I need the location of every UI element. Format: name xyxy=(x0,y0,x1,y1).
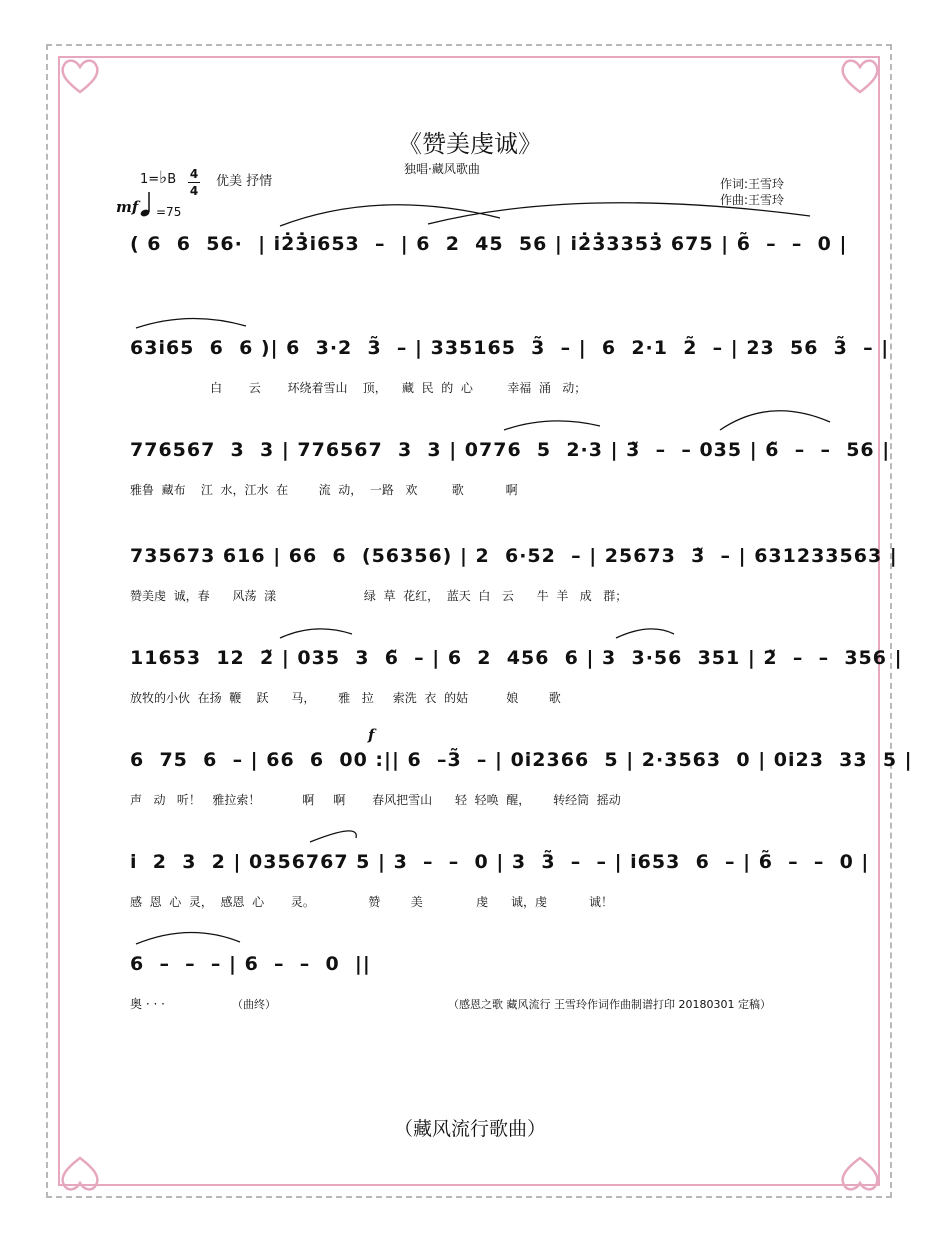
key-note: B xyxy=(167,172,177,187)
slur-marks xyxy=(130,814,830,848)
lyric-line: 声 动 听！ 雅拉索！ 啊 啊 春风把雪山 轻 轻唤 醒， 转经筒 摇动 xyxy=(130,793,621,807)
tempo-marking: =75 xyxy=(156,205,182,219)
flat-symbol: ♭ xyxy=(159,168,168,188)
heart-icon xyxy=(56,52,104,100)
score-line xyxy=(130,640,903,705)
score-line xyxy=(130,538,898,603)
footnote: （感恩之歌 藏风流行 王雪玲作词作曲制谱打印 20180301 定稿） xyxy=(448,998,771,1011)
heart-icon xyxy=(836,52,884,100)
lyricist-credit: 作词:王雪玲 xyxy=(720,177,785,191)
notation-line: 735673 616 | 66 6 (56356) | 2 6·52 – | 25673 3̃ – | 631233563 | xyxy=(130,545,898,567)
heart-icon xyxy=(56,1150,104,1198)
lyric-line: 感 恩 心 灵， 感恩 心 灵。 赞 美 虔 诚，虔 诚！ xyxy=(130,895,614,909)
composer-credit: 作曲:王雪玲 xyxy=(720,193,785,207)
notation-line: 11653 12 2̃ | 035 3 6̃ – | 6 2 456 6 | 3 3·56 351 | 2̃ – – 356 | xyxy=(130,647,903,669)
notation-line: ( 6 6 56· | i2̇3̇i653 – | 6 2 45 56 | i2̇3̇3353̇ 675 | 6̃ – – 0 | xyxy=(130,233,848,255)
notation-line: i 2 3 2 | 0356767 5 | 3 – – 0 | 3 3̃ – – | i653 6 – | 6̃ – – 0 | xyxy=(130,851,870,873)
song-title: 《赞美虔诚》 xyxy=(398,130,542,158)
score-line xyxy=(130,432,891,497)
key-prefix: 1= xyxy=(140,172,160,187)
performer-label: 独唱·藏风歌曲 xyxy=(404,162,480,176)
lyric-line: 白 云 环绕着雪山 顶， 藏 民 的 心 幸福 涌 动； xyxy=(130,381,587,395)
slur-marks xyxy=(130,300,830,334)
lyric-line: 赞美虔 诚，春 风荡 漾 绿 草 花红， 蓝天 白 云 牛 羊 成 群； xyxy=(130,589,628,603)
score-line xyxy=(130,226,848,286)
lyric-line: 放牧的小伙 在扬 鞭 跃 马， 雅 拉 索洗 衣 的姑 娘 歌 xyxy=(130,691,561,705)
notation-line: 6 75 6 – | 66 6 00 :|| 6 –3̃ – | 0i2366 5 | 2·3563 0 | 0i23 33 5 | xyxy=(130,749,913,771)
score-line xyxy=(130,844,870,909)
end-mark: （曲终） xyxy=(232,998,276,1011)
slur-marks xyxy=(130,610,830,644)
lyric-line: 雅鲁 藏布 江 水，江水 在 流 动， 一路 欢 歌 啊 xyxy=(130,483,518,497)
score-line xyxy=(130,330,890,395)
notation-line: 776567 3 3 | 776567 3 3 | 0776 5 2·3 | 3̃ – – 035 | 6̃ – – 56 | xyxy=(130,439,891,461)
notation-line: 6 – – – | 6 – – 0 || xyxy=(130,953,371,975)
slur-marks xyxy=(130,196,830,230)
time-signature-bottom: 4 xyxy=(189,184,199,198)
footer-caption: （藏风流行歌曲） xyxy=(393,1118,546,1140)
key-signature xyxy=(140,168,176,188)
notation-line: 63i65 6 6 )| 6 3·2 3̃ – | 335165 3̃ – | 6 2·1 2̃ – | 23 56 3̃ – | xyxy=(130,337,890,359)
style-marking: 优美 抒情 xyxy=(216,174,273,189)
slur-marks xyxy=(130,402,830,436)
score-line xyxy=(130,742,913,807)
time-signature-top: 4 xyxy=(189,167,199,181)
heart-icon xyxy=(836,1150,884,1198)
dynamic-marking: mf xyxy=(116,198,139,216)
forte-marking: f xyxy=(368,726,375,744)
lyric-line: 奥 · · · xyxy=(130,997,165,1011)
time-signature xyxy=(188,166,200,199)
slur-marks xyxy=(130,916,830,950)
